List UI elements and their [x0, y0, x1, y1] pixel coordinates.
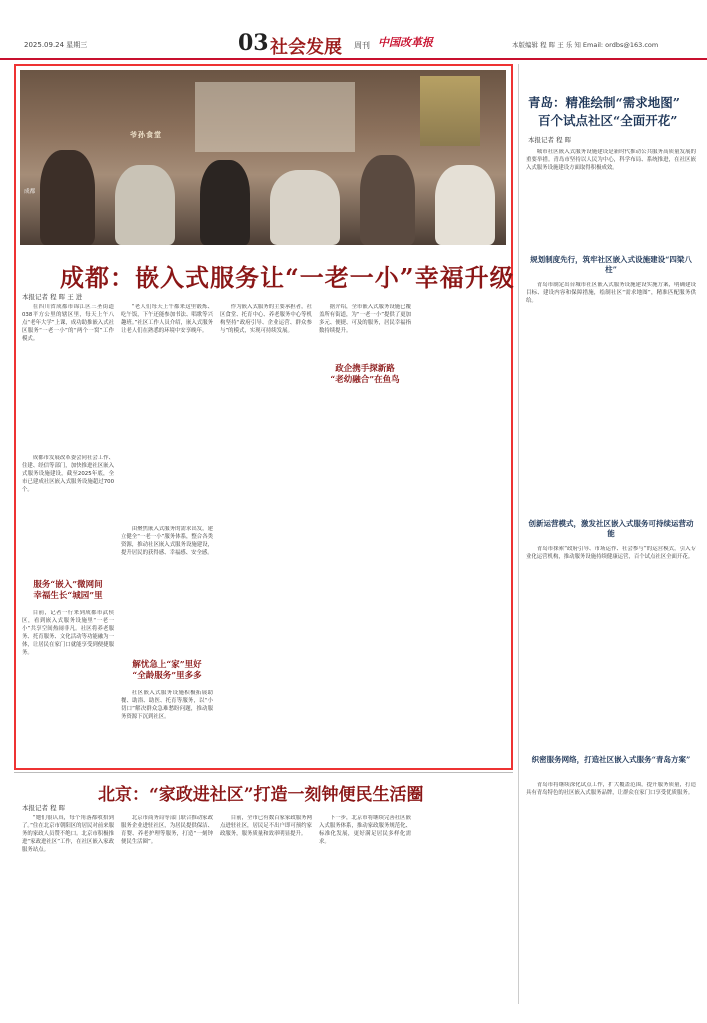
article-title: 北京：“家政进社区”打造一刻钟便民生活圈: [98, 785, 424, 805]
article-byline: 本报记者 程 晖: [528, 136, 572, 144]
section-title: 社会发展: [270, 37, 342, 58]
photo-caption: 成都: [24, 189, 36, 195]
article-paragraph: 青岛市将继续深化试点工作，扩大覆盖范围，提升服务质量，打造具有青岛特色的社区嵌入式服务品牌，让群众在家门口享受优质服务。: [526, 782, 696, 796]
section-weekly-label: 周刊: [354, 41, 370, 50]
article-paragraph: 目前，记者一行来到成都市武侯区，看到嵌入式服务设施里“一老一小”共享空间热闹非凡。社区将养老服务、托育服务、文化活动等功能融为一体，让居民在家门口就能享受到便捷服务。: [22, 610, 114, 656]
article-paragraph: 成都市发展改革委会同社会工作、住建、经信等部门，加快推进社区嵌入式服务设施建设，截至2025年底，全市已建成社区嵌入式服务设施超过700个。: [22, 455, 114, 493]
article-paragraph: 北京市商务局等部门联合推动家政服务企业进驻社区，为居民提供保洁、育婴、养老护理等服务，打造“一刻钟便民生活圈”。: [121, 815, 213, 845]
article-byline: 本报记者 程 晖: [22, 804, 66, 812]
article-subheading: 规划制度先行，筑牢社区嵌入式设施建设“四梁八柱”: [530, 255, 692, 274]
article-paragraph: 据介绍，全市嵌入式服务设施已覆盖所有街道，为“一老一小”提供了更加多元、便捷、可及的服务，居民幸福指数持续提升。: [319, 304, 411, 334]
article-subheading: 政企携手探新路 “老幼融合”在鱼鸟: [330, 364, 400, 385]
article-paragraph: 青岛市探索“政府引导、市场运作、社会参与”的运营模式，引入专业化运营机构，推动服务设施持续健康运营，百个试点社区全面开花。: [526, 546, 696, 560]
header-rule: [0, 58, 707, 60]
article-paragraph: 社区嵌入式服务设施积极拓展助餐、助浴、助医、托育等服务，以“小切口”解决群众急难愁盼问题，推动服务资源下沉到社区。: [121, 690, 213, 720]
newspaper-logo: 中国改革报: [378, 36, 433, 49]
article-paragraph: “老人们每天上午都来这里锻炼、吃午饭，下午还能参加书法、唱歌等兴趣班。”社区工作人员介绍，嵌入式服务让老人们在熟悉的环境中安享晚年。: [121, 304, 213, 334]
article-subheading: 服务“嵌入”微网间 幸福生长“城园”里: [33, 580, 103, 601]
article-divider: [14, 772, 513, 773]
article-title: 青岛：精准绘制“需求地图”: [528, 95, 680, 110]
page-number: 03: [238, 30, 269, 56]
article-paragraph: 下一步，北京市将继续完善社区嵌入式服务体系，推动家政服务规范化、标准化发展，更好满足居民多样化需求。: [319, 815, 411, 845]
article-byline: 本报记者 程 晖 王 进: [22, 293, 83, 301]
article-paragraph: 在四川省成都市锦江区三圣街道038平方公里的辖区里，每天上午八点“老年大学”上课，成功助推嵌入式社区服务“一老一小”的“两个一窝”工作模式。: [22, 304, 114, 342]
article-paragraph: 青岛市制定出台城市社区嵌入式服务设施建设实施方案，明确建设目标、建设内容和保障措施，绘制社区“需求地图”，精准匹配服务供给。: [526, 282, 696, 304]
article-paragraph: 由聚焦嵌入式服务的需求出发，建立健全“一老一小”服务体系，整合各类资源，推动社区嵌入式服务设施建设，提升居民的获得感、幸福感、安全感。: [121, 526, 213, 556]
article-subheading: 创新运营模式，激发社区嵌入式服务可持续运营动能: [528, 519, 694, 538]
article-subheading: 解忧急上“家”里好 “全龄服务”里多多: [132, 660, 202, 681]
issue-date: 2025.09.24 星期三: [24, 41, 88, 49]
article-title: 成都：嵌入式服务让“一老一小”幸福升级: [60, 263, 515, 292]
editor-meta: 本版编辑 程 晖 王 乐 知 Email: ordbs@163.com: [512, 41, 659, 49]
column-divider: [518, 64, 519, 1004]
article-subheading: 织密服务网络，打造社区嵌入式服务“青岛方案”: [531, 755, 691, 764]
article-paragraph: “她们很认真，每个角落都收拾到了。”住在北京市朝阳区的居民对前来服务的家政人员赞不绝口。北京市积极推进“家政进社区”工作，在社区嵌入家政服务站点。: [22, 815, 114, 853]
article-paragraph: 作为嵌入式服务的主要承担者，社区食堂、托育中心、养老服务中心等机构坚持“政府引导、企业运营、群众参与”的模式，实现可持续发展。: [220, 304, 312, 334]
article-paragraph: 目前，全市已有数百家家政服务网点进驻社区，居民足不出户即可预约家政服务，服务质量和效率明显提升。: [220, 815, 312, 837]
article-paragraph: 城市社区嵌入式服务设施建设是新时代推动公共服务高质量发展的重要举措。青岛市坚持以人民为中心，科学布局、系统推进，在社区嵌入式服务设施建设方面取得积极成效。: [526, 149, 696, 171]
photo-signboard: 爷孙食堂: [130, 131, 162, 139]
article-subtitle: 百个试点社区“全面开花”: [538, 113, 678, 128]
